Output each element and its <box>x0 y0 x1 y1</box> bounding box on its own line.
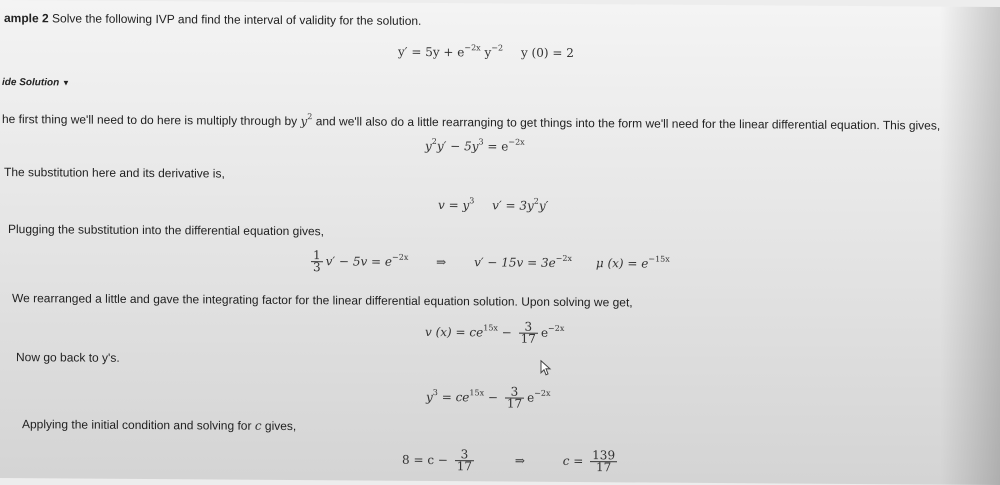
paragraph-initial-condition: Applying the initial condition and solving for c gives, <box>22 417 297 434</box>
hide-solution-label: ide Solution <box>2 77 60 89</box>
paragraph-multiply: he first thing we'll need to do here is multiply through by $y^2$ and we'll also do a little rearranging to get things into the form we'll need for the linear differential equation. This gives, <box>2 112 941 133</box>
ivp-equation: $y' = 5y + e^{-2x}$ $y^{-2}$ y (0) = 2 <box>398 43 574 61</box>
paragraph-substitution: The substitution here and its derivative is, <box>4 165 225 181</box>
hide-solution-toggle[interactable] <box>2 77 70 88</box>
caret-down-icon: ▼ <box>62 78 70 88</box>
solution-v: v $(x) = ce^{15x}$ − $\frac{3}{17}$ $e^{-2x}$ <box>425 319 565 346</box>
paragraph-rearranged: We rearranged a little and gave the integrating factor for the linear differential equation solution. Upon solving we get, <box>12 291 633 310</box>
plugged-equation: $\frac{1}{3}$ $v' - 5v = e^{-2x}$ ⇒ $v' - 15v = 3e^{-2x}$ μ $(x) = e^{-15x}$ <box>313 248 670 275</box>
example-heading <box>4 11 421 28</box>
mouse-pointer-icon <box>540 360 552 376</box>
rearranged-equation: $y^2y' - 5y^3 = e^{-2x}$ <box>425 137 525 154</box>
example-prompt: Solve the following IVP and find the interval of validity for the solution. <box>52 11 422 28</box>
substitution-equation: $v = y^3$ $v' = 3y^2y'$ <box>438 196 549 213</box>
paragraph-plugging: Plugging the substitution into the differential equation gives, <box>8 222 324 239</box>
page-shadow-edge <box>940 7 1000 485</box>
paragraph-go-back: Now go back to y's. <box>16 350 120 365</box>
example-label: ample 2 <box>4 11 49 26</box>
constant-solution: 8 = c − $\frac{3}{17}$ ⇒ c = $\frac{139}{17}$ <box>402 447 616 475</box>
solution-y: $y^3 = ce^{15x}$ − $\frac{3}{17}$ $e^{-2x}$ <box>426 384 551 411</box>
